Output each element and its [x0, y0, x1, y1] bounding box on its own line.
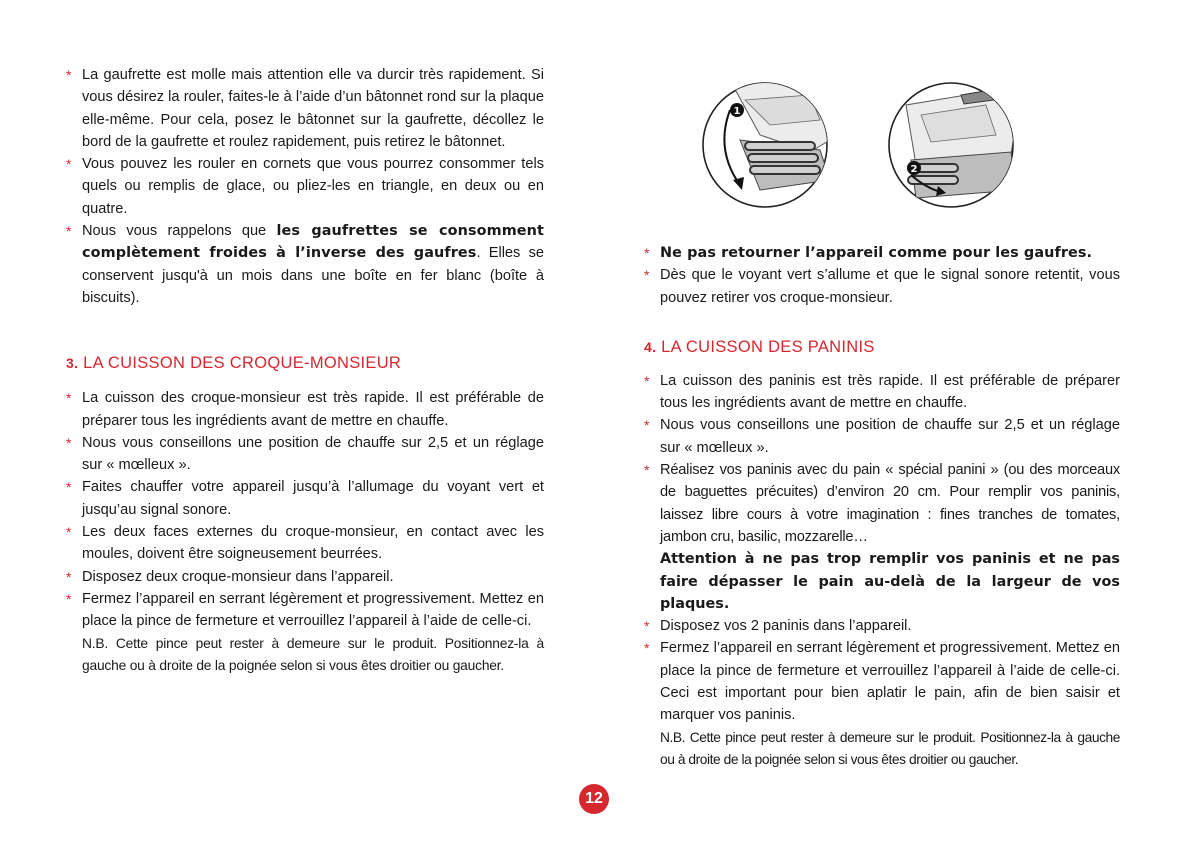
list-item: * Nous vous conseillons une position de chauffe sur 2,5 et un réglage sur « mœlleux ».: [66, 432, 544, 477]
right-column: [644, 242, 1120, 771]
bullet-star-icon: *: [644, 417, 650, 434]
bullet-star-icon: *: [644, 618, 650, 635]
bullet-star-icon: *: [644, 640, 650, 657]
appliance-open-illustration: [700, 80, 830, 210]
section-3-bullet-list: [66, 387, 544, 677]
reminder-item: * Nous vous rappelons que les gaufrettes se consomment complètement froides à l’inverse des gaufres. Elles se conservent jusqu'à un mois dans une boîte en fer blanc (boîte à biscuits).: [66, 220, 544, 309]
section-3-title: LA CUISSON DES CROQUE-MONSIEUR: [83, 354, 402, 373]
reminder-emphasis: les gaufrettes se consomment complètement froides à l’inverse des gaufres: [82, 223, 544, 262]
list-item: * Nous vous conseillons une position de chauffe sur 2,5 et un réglage sur « mœlleux ».: [644, 414, 1120, 459]
section-4-heading: [644, 338, 1120, 357]
intro-bullet-list: [66, 64, 544, 309]
list-item: [644, 242, 1120, 264]
section-4-number: 4.: [644, 338, 657, 355]
left-column: [66, 64, 544, 677]
list-item: * Disposez deux croque-monsieur dans l’appareil.: [66, 566, 544, 588]
clip-note: N.B. Cette pince peut rester à demeure sur le produit. Positionnez-la à gauche ou à droite de la poignée selon si vous êtes droitier ou gaucher.: [660, 729, 1120, 767]
croque-end-bullet-list: [644, 242, 1120, 309]
bullet-star-icon: *: [66, 568, 72, 585]
list-item: * Dès que le voyant vert s’allume et que le signal sonore retentit, vous pouvez retirer vos croque-monsieur.: [644, 264, 1120, 309]
bullet-star-icon: *: [66, 390, 72, 407]
section-4-bullet-list: [644, 370, 1120, 771]
list-item: * La cuisson des paninis est très rapide. Il est préférable de préparer tous les ingrédients avant de mettre en chauffe.: [644, 370, 1120, 415]
overfill-warning: Attention à ne pas trop remplir vos paninis et ne pas faire dépasser le pain au-delà de la largeur de vos plaques.: [660, 551, 1120, 612]
appliance-closed-illustration: [886, 80, 1016, 210]
page-number-badge: 12: [579, 784, 609, 814]
list-item: * Les deux faces externes du croque-monsieur, en contact avec les moules, doivent être soigneusement beurrées.: [66, 521, 544, 566]
bullet-star-icon: *: [66, 590, 72, 607]
bullet-star-icon: *: [66, 156, 72, 173]
list-item: * Vous pouvez les rouler en cornets que vous pourrez consommer tels quels ou remplis de glace, ou pliez-les en triangle, en deux ou en quatre.: [66, 153, 544, 220]
list-item: * La cuisson des croque-monsieur est très rapide. Il est préférable de préparer tous les ingrédients avant de mettre en chauffe.: [66, 387, 544, 432]
list-item: * La gaufrette est molle mais attention elle va durcir très rapidement. Si vous désirez la rouler, faites-le à l’aide d’un bâtonnet rond sur la plaque elle-même. Pour cela, posez le bâtonnet sur la gaufrette, décollez le bord de la gaufrette et roulez rapidement, puis retirez le bâtonnet.: [66, 64, 544, 153]
bullet-star-icon: *: [644, 245, 650, 261]
list-item: * Fermez l’appareil en serrant légèrement et progressivement. Mettez en place la pince de fermeture et verrouillez l’appareil à l’aide de celle-ci. N.B. Cette pince peut rester à demeure sur le produit. Positionnez-la à gauche ou à droite de la poignée selon si vous êtes droitier ou gaucher.: [66, 588, 544, 677]
clip-note: N.B. Cette pince peut rester à demeure sur le produit. Positionnez-la à gauche ou à droite de la poignée selon si vous êtes droitier ou gaucher.: [82, 635, 544, 673]
bullet-star-icon: *: [66, 479, 72, 496]
bullet-star-icon: *: [644, 372, 650, 389]
bullet-star-icon: *: [644, 267, 650, 284]
bullet-star-icon: *: [66, 67, 72, 83]
list-item: * Fermez l’appareil en serrant légèrement et progressivement. Mettez en place la pince de fermeture et verrouillez l’appareil à l’aide de celle-ci. Ceci est important pour bien aplatir le pain, afin de bien saisir et marquer vos paninis. N.B. Cette pince peut rester à demeure sur le produit. Positionnez-la à gauche ou à droite de la poignée selon si vous êtes droitier ou gaucher.: [644, 637, 1120, 771]
illustrations: [700, 80, 1120, 220]
section-4-title: LA CUISSON DES PANINIS: [661, 337, 875, 356]
bullet-star-icon: *: [66, 524, 72, 541]
list-item: * Disposez vos 2 paninis dans l’appareil.: [644, 615, 1120, 637]
step-2-label: 2: [910, 164, 918, 175]
bullet-star-icon: *: [644, 462, 650, 479]
no-flip-warning: Ne pas retourner l’appareil comme pour les gaufres.: [660, 245, 1093, 261]
bullet-star-icon: *: [66, 434, 72, 451]
step-1-label: 1: [733, 106, 741, 117]
list-item: * Réalisez vos paninis avec du pain « spécial panini » (ou des morceaux de baguettes précuites) d’environ 20 cm. Pour remplir vos paninis, laissez libre cours à votre imagination : fines tranches de tomates, jambon cru, basilic, mozzarelle… Attention à ne pas trop remplir vos paninis et ne pas faire dépasser le pain au-delà de la largeur de vos plaques.: [644, 459, 1120, 615]
section-3-heading: [66, 354, 544, 373]
section-3-number: 3.: [66, 355, 79, 372]
list-item: * Faites chauffer votre appareil jusqu’à l’allumage du voyant vert et jusqu’au signal sonore.: [66, 476, 544, 521]
bullet-star-icon: *: [66, 223, 72, 240]
